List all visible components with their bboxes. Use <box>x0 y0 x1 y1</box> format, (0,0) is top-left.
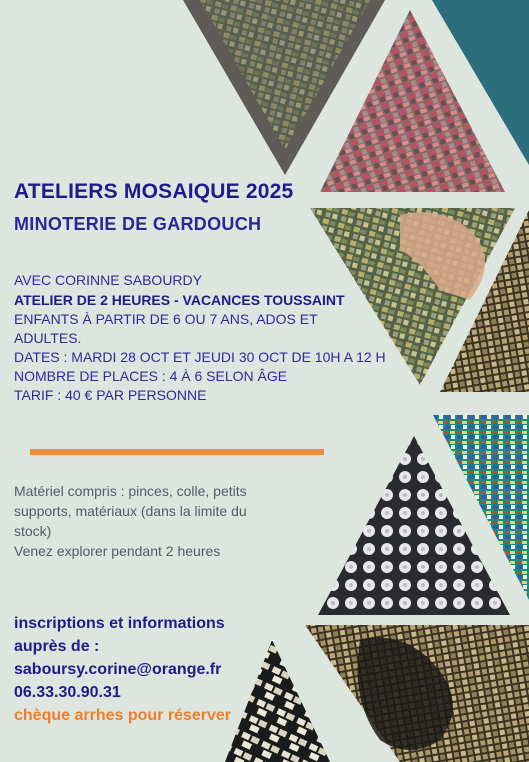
materials-line-2: supports, matériaux (dans la limite du <box>14 503 247 519</box>
materials-line-1: Matériel compris : pinces, colle, petits <box>14 483 247 499</box>
workshop-line: ATELIER DE 2 HEURES - VACANCES TOUSSAINT <box>14 292 345 308</box>
orange-divider <box>30 449 324 455</box>
places-line: NOMBRE DE PLACES : 4 À 6 SELON ÂGE <box>14 368 288 384</box>
materials-line-3: stock) <box>14 523 52 539</box>
mosaic-photo-floor-tiles <box>200 0 370 150</box>
contact-heading-1: inscriptions et informations <box>14 615 225 632</box>
materials-line-4: Venez explorer pendant 2 heures <box>14 543 221 559</box>
price-line: TARIF : 40 € PAR PERSONNE <box>14 387 207 403</box>
page-title: ATELIERS MOSAIQUE 2025 <box>14 180 294 203</box>
audience-line-1: ENFANTS À PARTIR DE 6 OU 7 ANS, ADOS ET <box>14 311 318 327</box>
deposit-note: chèque arrhes pour réserver <box>14 707 231 724</box>
mosaic-photo-bottom <box>225 640 330 762</box>
contact-heading-2: auprès de : <box>14 638 100 655</box>
dates-line: DATES : MARDI 28 OCT ET JEUDI 30 OCT DE 10H A 12 H <box>14 349 386 365</box>
contact-email[interactable]: saboursy.corine@orange.fr <box>14 661 222 678</box>
contact-phone[interactable]: 06.33.30.90.31 <box>14 684 121 701</box>
audience-line-2: ADULTES. <box>14 330 82 346</box>
instructor-line: AVEC CORINNE SABOURDY <box>14 272 202 288</box>
page-subtitle: MINOTERIE DE GARDOUCH <box>14 214 262 234</box>
